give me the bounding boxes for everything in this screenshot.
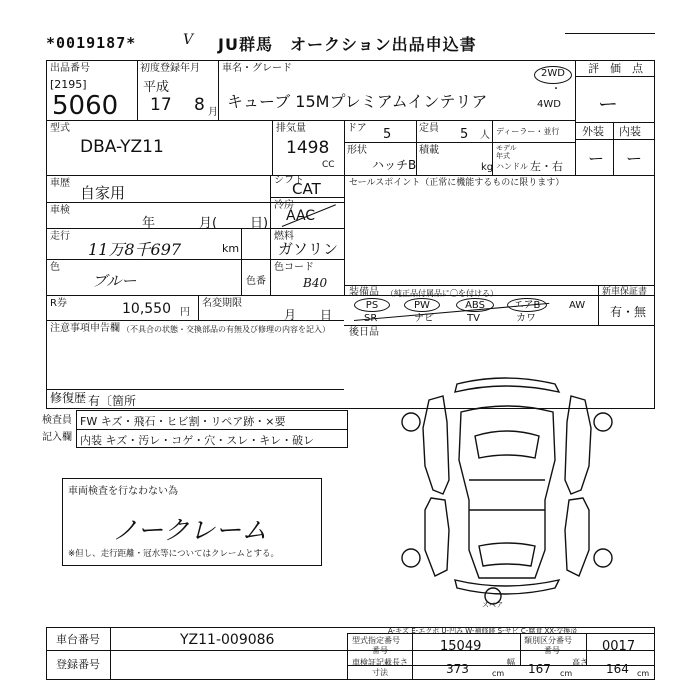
fuel-label: 燃料 bbox=[274, 231, 294, 242]
rear-bumper bbox=[455, 580, 559, 594]
stamp-header: 車両検査を行なわない為 bbox=[68, 486, 178, 497]
equipment-aw: AW bbox=[569, 300, 586, 311]
form-title: JU群馬 オークション出品申込書 bbox=[218, 35, 477, 54]
spare-label: スペア bbox=[482, 601, 503, 609]
dealer-label: ディーラー・並行 bbox=[496, 127, 560, 136]
car-damage-diagram[interactable] bbox=[395, 370, 620, 615]
rear-seat-label: 後日品 bbox=[349, 327, 379, 338]
load-unit: kg bbox=[481, 162, 494, 173]
equipment-pw: PW bbox=[404, 298, 440, 312]
registration-month: 8 bbox=[194, 95, 205, 115]
repair-label: 修復歴 bbox=[50, 391, 87, 405]
width-label: 幅 bbox=[507, 658, 515, 667]
registration-month-unit: 月 bbox=[208, 107, 218, 118]
reg-number-label: 登録番号 bbox=[56, 658, 100, 671]
stamp-main: ノークレーム bbox=[112, 516, 268, 546]
cert-value-2: 0017 bbox=[602, 639, 636, 654]
displacement-value: 1498 bbox=[286, 138, 330, 158]
exterior-label: 外装 bbox=[582, 125, 604, 138]
right-rear-profile bbox=[565, 498, 589, 576]
lot-number: 5060 bbox=[52, 91, 119, 121]
vehicle-name: キューブ 15Mプレミアムインテリア bbox=[227, 92, 488, 111]
deadline-label: 名変期限 bbox=[202, 298, 242, 309]
stamp-footer: ※但し、走行距離・冠水等についてはクレームとする。 bbox=[68, 549, 279, 559]
new-manual-label: 新車保証書 bbox=[602, 287, 648, 297]
cert-label-1: 型式指定番号 bbox=[352, 636, 400, 645]
handle-value: 左・右 bbox=[530, 160, 563, 173]
capacity-value: 5 bbox=[460, 127, 469, 142]
model-value: DBA-YZ11 bbox=[80, 137, 164, 157]
equipment-note: （純正品付属品に〇を付ける） bbox=[386, 289, 498, 298]
chassis-label: 車台番号 bbox=[56, 633, 100, 646]
handle-label: ハンドル bbox=[496, 162, 528, 171]
roof-outline bbox=[459, 406, 555, 578]
shape-value: ハッチB bbox=[372, 158, 417, 172]
equipment-ps: PS bbox=[354, 298, 390, 312]
model-label: 型式 bbox=[50, 123, 70, 134]
cert-label-2b: 番号 bbox=[544, 646, 560, 655]
cert-label-2: 類別区分番号 bbox=[524, 636, 572, 645]
front-left-wheel bbox=[402, 413, 420, 431]
mileage-unit: km bbox=[222, 242, 240, 255]
mileage-value: 11万8千697 bbox=[88, 240, 182, 259]
equipment-tv: TV bbox=[467, 313, 480, 324]
interior-label: 内装 bbox=[619, 125, 641, 138]
front-bumper bbox=[455, 378, 559, 392]
capacity-label: 定員 bbox=[419, 123, 439, 134]
registration-year: 17 bbox=[150, 95, 172, 115]
left-side-profile bbox=[423, 396, 449, 494]
aircon-label: 冷房 bbox=[274, 200, 294, 211]
shift-label: シフト bbox=[274, 175, 304, 186]
rear-left-wheel bbox=[402, 549, 420, 567]
length-label: 長さ bbox=[392, 658, 408, 667]
new-manual-value: 有・無 bbox=[610, 305, 647, 319]
equipment-leather: カワ bbox=[516, 313, 536, 324]
mileage-label: 走行 bbox=[50, 231, 70, 242]
inspection-label: 車検 bbox=[50, 205, 70, 216]
drive-2wd-circled: 2WD bbox=[534, 66, 572, 84]
vehicle-name-label: 車名・グレード bbox=[222, 63, 292, 74]
width-unit: cm bbox=[560, 669, 573, 678]
load-label: 積載 bbox=[419, 145, 439, 156]
length-unit: cm bbox=[492, 669, 505, 678]
inspector-row-2: 内装 キズ・汚レ・コゲ・穴・スレ・キレ・破レ bbox=[80, 434, 315, 447]
cert-value-1: 15049 bbox=[440, 639, 482, 654]
shape-label: 形状 bbox=[347, 145, 367, 156]
equipment-label: 装備品 bbox=[349, 287, 379, 298]
color-code-label: 色番 bbox=[246, 276, 266, 287]
color-label: 色 bbox=[50, 262, 60, 273]
registration-era: 平成 bbox=[143, 80, 170, 95]
aircon-value: AAC bbox=[286, 208, 316, 224]
cert-label-1b: 番号 bbox=[372, 646, 388, 655]
right-side-profile bbox=[565, 396, 591, 494]
rear-window bbox=[479, 543, 535, 566]
doors-label: ドア bbox=[347, 123, 367, 134]
registration-label: 初度登録年月 bbox=[140, 63, 200, 74]
left-rear-profile bbox=[425, 498, 449, 576]
exterior-value: ー bbox=[588, 149, 605, 168]
damage-legend: A-キズ E-エクボ U-凹み W-補修跡 S-サビ C-腐食 XX-交換済 bbox=[388, 627, 578, 635]
inspection-month: 月( bbox=[199, 216, 218, 231]
inspector-row-1: FW キズ・飛石・ヒビ割・リペア跡・×要 bbox=[80, 415, 286, 428]
color-value: ブルー bbox=[92, 272, 137, 290]
notes-label: 注意事項申告欄 bbox=[50, 323, 120, 334]
serial-check-mark: V bbox=[183, 32, 194, 48]
repair-value: 有〔箇所 bbox=[88, 394, 137, 408]
lot-label: 出品番号 bbox=[50, 63, 90, 74]
inspector-label-1: 検査員 bbox=[42, 415, 72, 426]
recycle-label: R券 bbox=[50, 298, 67, 309]
history-label: 車歴 bbox=[50, 178, 70, 189]
dimensions-sub: 寸法 bbox=[372, 668, 388, 677]
recycle-value: 10,550 bbox=[122, 301, 171, 317]
equipment-navi: ナビ bbox=[414, 313, 434, 324]
front-right-wheel bbox=[594, 413, 612, 431]
inspection-day: 日) bbox=[250, 216, 269, 231]
rating-label: 評 価 点 bbox=[588, 62, 643, 75]
deadline-month: 月 bbox=[284, 308, 297, 322]
equipment-airbag: エアB bbox=[507, 298, 547, 312]
rating-value: ー bbox=[598, 92, 618, 116]
sales-point-label: セールスポイント（正常に機能するものに限ります） bbox=[349, 178, 565, 188]
capacity-unit: 人 bbox=[480, 130, 490, 141]
dimensions-label: 車検証記載 bbox=[352, 658, 392, 667]
color-code-value: B40 bbox=[303, 276, 328, 290]
height-label: 高さ bbox=[572, 658, 588, 667]
fuel-value: ガソリン bbox=[278, 240, 339, 258]
color-code-label-2: 色コード bbox=[274, 262, 314, 273]
shift-value: CAT bbox=[292, 180, 321, 198]
width-value: 167 bbox=[528, 662, 551, 676]
interior-value: ー bbox=[626, 149, 643, 168]
notes-sub: （不具合の状態・交換部品の有無及び修理の内容を記入） bbox=[122, 325, 330, 334]
windshield bbox=[475, 431, 539, 458]
doors-value: 5 bbox=[383, 127, 392, 142]
equipment-sr: SR bbox=[364, 313, 378, 324]
height-value: 164 bbox=[606, 662, 629, 676]
drive-4wd: 4WD bbox=[537, 99, 561, 110]
rear-right-wheel bbox=[594, 549, 612, 567]
drive-dot: ・ bbox=[551, 84, 561, 95]
serial-number: *0019187* bbox=[46, 34, 137, 52]
recycle-unit: 円 bbox=[180, 307, 190, 318]
deadline-day: 日 bbox=[320, 308, 333, 322]
inspection-year: 年 bbox=[142, 216, 156, 231]
chassis-value: YZ11-009086 bbox=[180, 632, 275, 648]
displacement-unit: CC bbox=[322, 160, 335, 170]
history-value: 自家用 bbox=[80, 184, 126, 202]
length-value: 373 bbox=[446, 662, 469, 676]
displacement-label: 排気量 bbox=[276, 123, 306, 134]
inspector-label-2: 記入欄 bbox=[42, 432, 72, 443]
height-unit: cm bbox=[637, 669, 650, 678]
model-year-label: モデル年式 bbox=[496, 144, 517, 160]
header-rule bbox=[565, 33, 655, 34]
lot-small-number: [2195] bbox=[50, 78, 87, 91]
equipment-abs: ABS bbox=[456, 298, 494, 312]
